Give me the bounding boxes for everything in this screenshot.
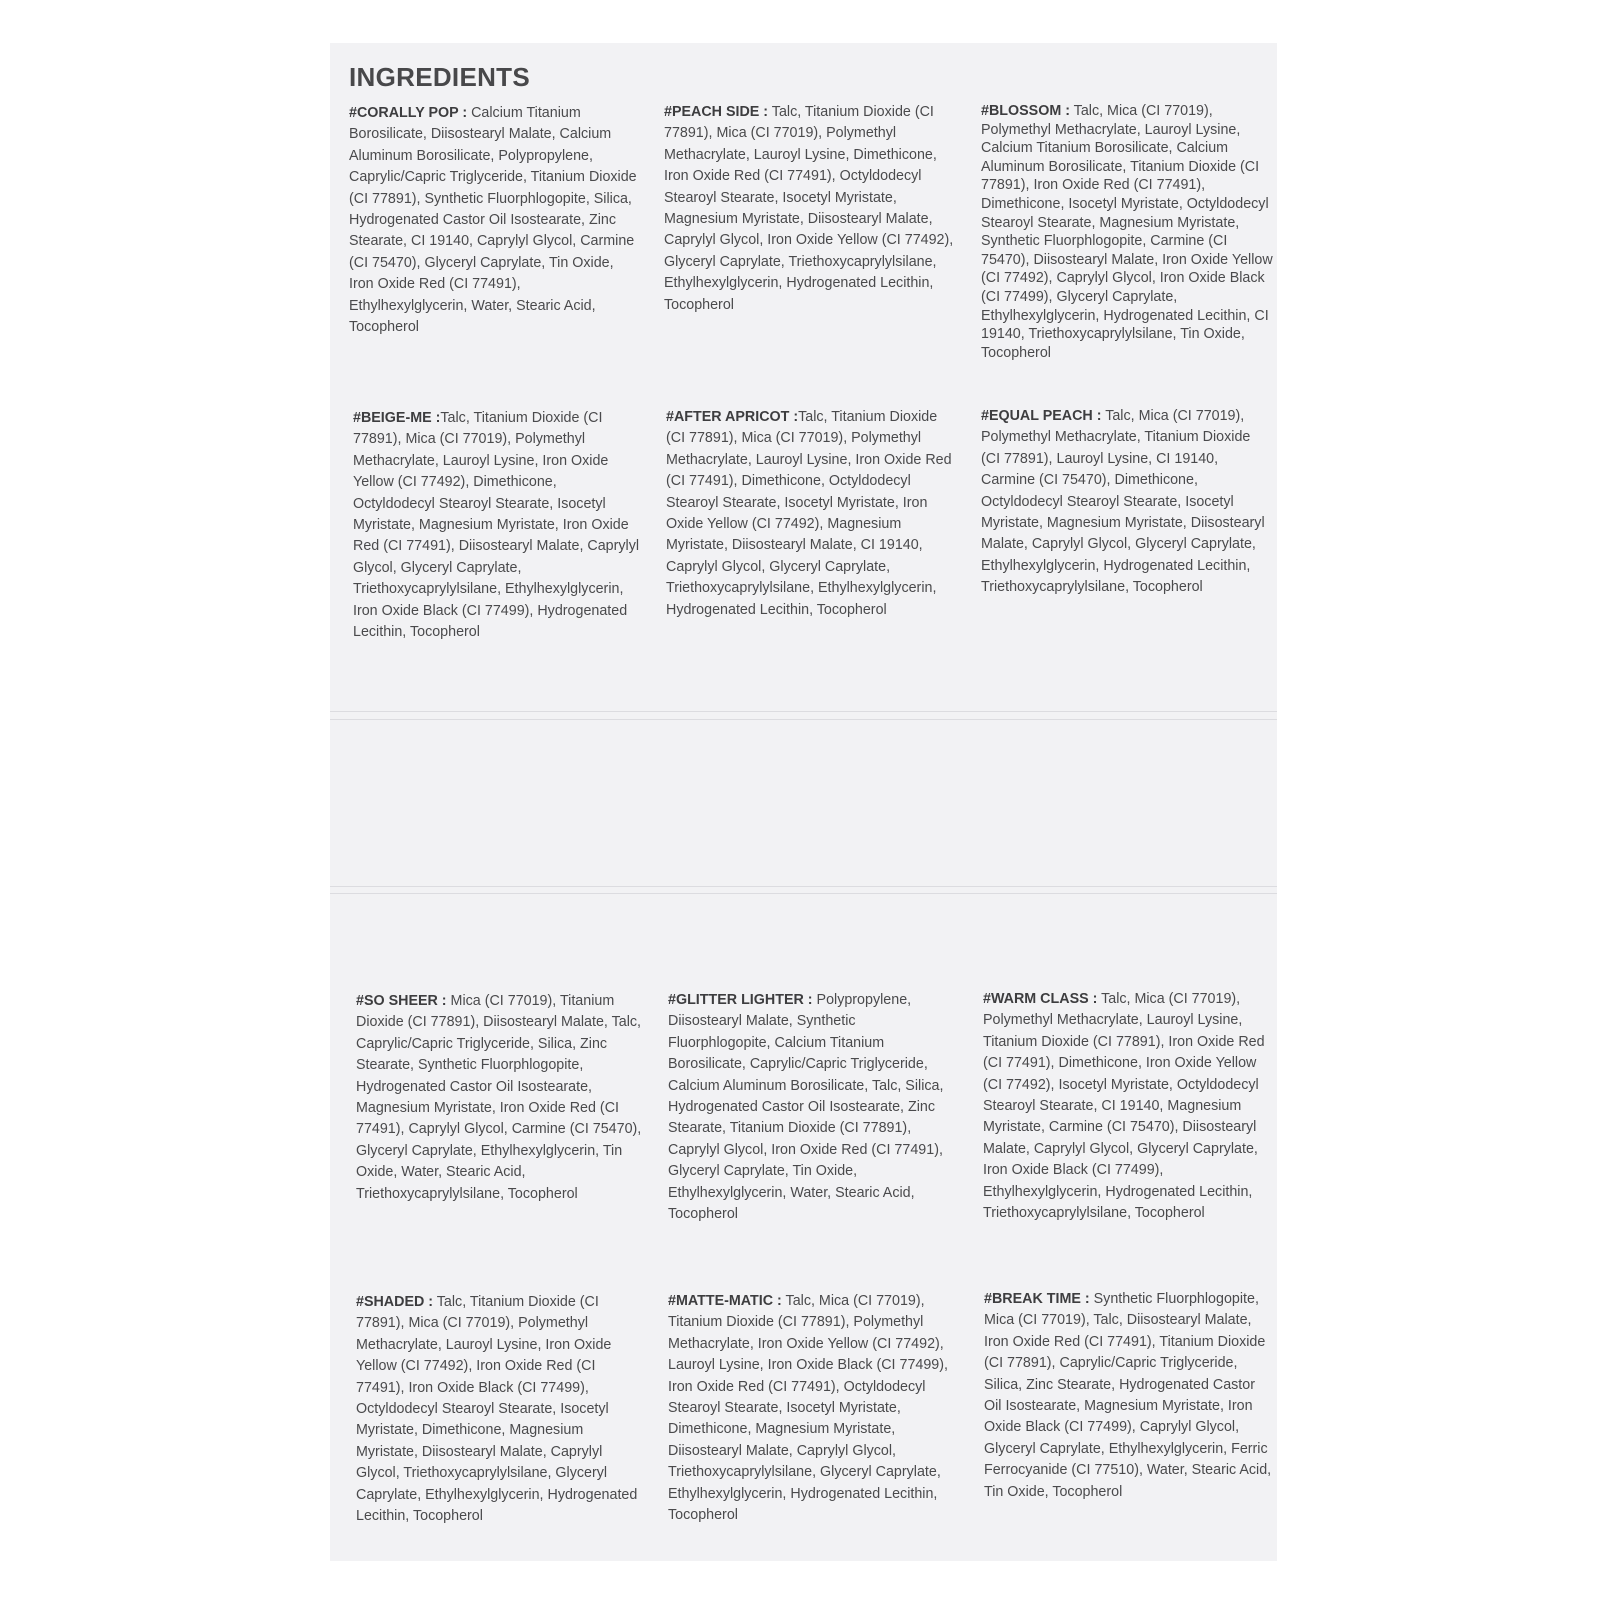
shade-block-glitter-lighter xyxy=(668,990,958,1225)
shade-name: #BEIGE-ME : xyxy=(353,410,441,426)
shade-ingredients: Talc, Mica (CI 77019), Polymethyl Methacrylate, Titanium Dioxide (CI 77891), Lauroyl Lysine, CI 19140, Carmine (CI 75470), Dimethicone, Octyldodecyl Stearoyl Stearate, Isocetyl Myristate, Magnesium Myristate, Diisostearyl Malate, Caprylyl Glycol, Glyceryl Caprylate, Ethylhexylglycerin, Hydrogenated Lecithin, Triethoxycaprylylsilane, Tocopherol xyxy=(981,408,1265,596)
shade-block-after-apricot xyxy=(666,407,958,621)
shade-ingredients: Talc, Titanium Dioxide (CI 77891), Mica (CI 77019), Polymethyl Methacrylate, Lauroyl Lysine, Dimethicone, Iron Oxide Red (CI 77491), Octyldodecyl Stearoyl Stearate, Isocetyl Myristate, Magnesium Myristate, Diisostearyl Malate, Caprylyl Glycol, Iron Oxide Yellow (CI 77492), Glyceryl Caprylate, Triethoxycaprylylsilane, Ethylhexylglycerin, Hydrogenated Lecithin, Tocopherol xyxy=(664,104,954,313)
shade-name: #BLOSSOM : xyxy=(981,103,1070,119)
shade-name: #EQUAL PEACH : xyxy=(981,408,1102,424)
shade-ingredients: Mica (CI 77019), Titanium Dioxide (CI 77891), Diisostearyl Malate, Talc, Caprylic/Capric Triglyceride, Silica, Zinc Stearate, Synthetic Fluorphlogopite, Hydrogenated Castor Oil Isostearate, Magnesium Myristate, Iron Oxide Red (CI 77491), Caprylyl Glycol, Carmine (CI 75470), Glyceryl Caprylate, Ethylhexylglycerin, Tin Oxide, Water, Stearic Acid, Triethoxycaprylylsilane, Tocopherol xyxy=(356,993,642,1202)
shade-ingredients: Talc, Mica (CI 77019), Polymethyl Methacrylate, Lauroyl Lysine, Titanium Dioxide (CI 77891), Iron Oxide Red (CI 77491), Dimethicone, Iron Oxide Yellow (CI 77492), Isocetyl Myristate, Octyldodecyl Stearoyl Stearate, CI 19140, Magnesium Myristate, Carmine (CI 75470), Diisostearyl Malate, Caprylyl Glycol, Glyceryl Caprylate, Iron Oxide Black (CI 77499), Ethylhexylglycerin, Hydrogenated Lecithin, Triethoxycaprylylsilane, Tocopherol xyxy=(983,991,1265,1222)
shade-block-blossom xyxy=(981,102,1273,362)
fold-line xyxy=(330,711,1277,712)
shade-name: #GLITTER LIGHTER : xyxy=(668,992,813,1008)
shade-ingredients: Talc, Mica (CI 77019), Titanium Dioxide (CI 77891), Polymethyl Methacrylate, Iron Oxide Yellow (CI 77492), Lauroyl Lysine, Iron Oxide Black (CI 77499), Iron Oxide Red (CI 77491), Octyldodecyl Stearoyl Stearate, Isocetyl Myristate, Dimethicone, Magnesium Myristate, Diisostearyl Malate, Caprylyl Glycol, Triethoxycaprylylsilane, Glyceryl Caprylate, Ethylhexylglycerin, Hydrogenated Lecithin, Tocopherol xyxy=(668,1293,948,1524)
shade-block-so-sheer xyxy=(356,991,644,1205)
shade-name: #AFTER APRICOT : xyxy=(666,409,799,425)
shade-block-equal-peach xyxy=(981,406,1273,599)
shade-block-break-time xyxy=(984,1289,1276,1503)
fold-line xyxy=(330,893,1277,894)
shade-ingredients: Synthetic Fluorphlogopite, Mica (CI 77019), Talc, Diisostearyl Malate, Iron Oxide Red (CI 77491), Titanium Dioxide (CI 77891), Caprylic/Capric Triglyceride, Silica, Zinc Stearate, Hydrogenated Castor Oil Isostearate, Magnesium Myristate, Iron Oxide Black (CI 77499), Caprylyl Glycol, Glyceryl Caprylate, Ethylhexylglycerin, Ferric Ferrocyanide (CI 77510), Water, Stearic Acid, Tin Oxide, Tocopherol xyxy=(984,1291,1272,1500)
shade-name: #PEACH SIDE : xyxy=(664,104,769,120)
ingredients-title: INGREDIENTS xyxy=(349,62,530,92)
shade-block-shaded xyxy=(356,1292,644,1527)
shade-ingredients: Talc, Titanium Dioxide (CI 77891), Mica (CI 77019), Polymethyl Methacrylate, Lauroyl Lysine, Iron Oxide Red (CI 77491), Dimethicone, Octyldodecyl Stearoyl Stearate, Isocetyl Myristate, Iron Oxide Yellow (CI 77492), Magnesium Myristate, Diisostearyl Malate, CI 19140, Caprylyl Glycol, Glyceryl Caprylate, Triethoxycaprylylsilane, Ethylhexylglycerin, Hydrogenated Lecithin, Tocopherol xyxy=(666,409,952,618)
shade-name: #MATTE-MATIC : xyxy=(668,1293,782,1309)
fold-line xyxy=(330,719,1277,720)
shade-ingredients: Calcium Titanium Borosilicate, Diisostearyl Malate, Calcium Aluminum Borosilicate, Polypropylene, Caprylic/Capric Triglyceride, Titanium Dioxide (CI 77891), Synthetic Fluorphlogopite, Silica, Hydrogenated Castor Oil Isostearate, Zinc Stearate, CI 19140, Caprylyl Glycol, Carmine (CI 75470), Glyceryl Caprylate, Tin Oxide, Iron Oxide Red (CI 77491), Ethylhexylglycerin, Water, Stearic Acid, Tocopherol xyxy=(349,105,637,336)
shade-ingredients: Polypropylene, Diisostearyl Malate, Synthetic Fluorphlogopite, Calcium Titanium Borosilicate, Caprylic/Capric Triglyceride, Calcium Aluminum Borosilicate, Talc, Silica, Hydrogenated Castor Oil Isostearate, Zinc Stearate, Titanium Dioxide (CI 77891), Caprylyl Glycol, Iron Oxide Red (CI 77491), Glyceryl Caprylate, Tin Oxide, Ethylhexylglycerin, Water, Stearic Acid, Tocopherol xyxy=(668,992,944,1223)
shade-ingredients: Talc, Mica (CI 77019), Polymethyl Methacrylate, Lauroyl Lysine, Calcium Titanium Borosilicate, Calcium Aluminum Borosilicate, Titanium Dioxide (CI 77891), Iron Oxide Red (CI 77491), Dimethicone, Isocetyl Myristate, Octyldodecyl Stearoyl Stearate, Magnesium Myristate, Synthetic Fluorphlogopite, Carmine (CI 75470), Diisostearyl Malate, Iron Oxide Yellow (CI 77492), Caprylyl Glycol, Iron Oxide Black (CI 77499), Glyceryl Caprylate, Ethylhexylglycerin, Hydrogenated Lecithin, CI 19140, Triethoxycaprylylsilane, Tin Oxide, Tocopherol xyxy=(981,103,1273,361)
shade-name: #CORALLY POP : xyxy=(349,105,468,121)
shade-ingredients: Talc, Titanium Dioxide (CI 77891), Mica (CI 77019), Polymethyl Methacrylate, Lauroyl Lysine, Iron Oxide Yellow (CI 77492), Iron Oxide Red (CI 77491), Iron Oxide Black (CI 77499), Octyldodecyl Stearoyl Stearate, Isocetyl Myristate, Dimethicone, Magnesium Myristate, Diisostearyl Malate, Caprylyl Glycol, Triethoxycaprylylsilane, Glyceryl Caprylate, Ethylhexylglycerin, Hydrogenated Lecithin, Tocopherol xyxy=(356,1294,638,1525)
shade-block-matte-matic xyxy=(668,1291,958,1526)
shade-block-warm-class xyxy=(983,989,1275,1224)
fold-line xyxy=(330,886,1277,887)
shade-block-peach-side xyxy=(664,102,956,316)
shade-name: #WARM CLASS : xyxy=(983,991,1098,1007)
shade-name: #BREAK TIME : xyxy=(984,1291,1090,1307)
shade-block-corally-pop xyxy=(349,103,637,338)
shade-ingredients: Talc, Titanium Dioxide (CI 77891), Mica (CI 77019), Polymethyl Methacrylate, Lauroyl Lysine, Iron Oxide Yellow (CI 77492), Dimethicone, Octyldodecyl Stearoyl Stearate, Isocetyl Myristate, Magnesium Myristate, Iron Oxide Red (CI 77491), Diisostearyl Malate, Caprylyl Glycol, Glyceryl Caprylate, Triethoxycaprylylsilane, Ethylhexylglycerin, Iron Oxide Black (CI 77499), Hydrogenated Lecithin, Tocopherol xyxy=(353,410,640,641)
shade-name: #SO SHEER : xyxy=(356,993,447,1009)
shade-name: #SHADED : xyxy=(356,1294,434,1310)
shade-block-beige-me xyxy=(353,408,641,643)
